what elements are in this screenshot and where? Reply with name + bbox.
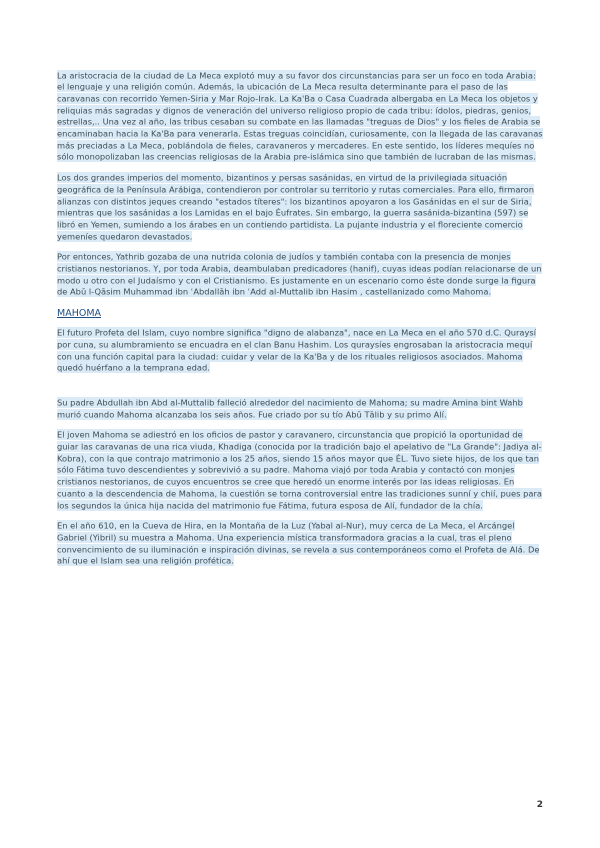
paragraph-futuro-profeta: [57, 328, 545, 375]
paragraph-la-meca: [57, 70, 545, 164]
paragraph-joven-mahoma: [57, 430, 545, 512]
paragraph-text: Por entonces, Yathrib gozaba de una nutrida colonia de judíos y también contaba con la presencia de monjes cristianos nestorianos. Y, por toda Arabia, deambulaban predicadores (hanif), cuyas ideas podían relacionarse de un modo u otro con el Judaísmo y con el Cristianismo. Es justamente en un escenario como éste donde surge la figura de Abū l-Qāsim Muhammad ibn ʿAbdallāh ibn ʿAdd al-Muttalib ibn Hasim , castellanizado como Mahoma.: [57, 251, 542, 297]
paragraph-padre: [57, 397, 545, 420]
paragraph-text: Los dos grandes imperios del momento, bizantinos y persas sasánidas, en virtud de la privilegiada situación geográfica de la Península Arábiga, contendieron por controlar su territorio y rutas comerciales. Para ello, firmaron alianzas con distintos jeques creando "estados títeres": los bizantinos apoyaron a los Gasánidas en el sur de Siria, mientras que los sasánidas a los Lamidas en el bajo Éufrates. Sin embargo, la guerra sasánida-bizantina (597) se libró en Yemen, sumiendo a los árabes en un contiendo partidista. La pujante industria y el floreciente comercio yemeníes quedaron devastados.: [57, 172, 535, 242]
paragraph-text: Su padre Abdullah ibn Abd al-Muttalib falleció alrededor del nacimiento de Mahoma; su madre Amina bint Wahb murió cuando Mahoma alcanzaba los seis años. Fue criado por su tío Abū Tālib y su primo Alí.: [57, 397, 523, 420]
paragraph-cueva-hira: [57, 521, 545, 568]
page-number: 2: [536, 800, 543, 810]
paragraph-imperios: [57, 173, 545, 243]
paragraph-yathrib: [57, 252, 545, 299]
paragraph-text: El futuro Profeta del Islam, cuyo nombre significa "digno de alabanza", nace en La Meca en el año 570 d.C. Quraysí por cuna, su alumbramiento se encuadra en el clan Banu Hashim. Los quraysíes engrosaban la aristocracia mequí con una función capital para la ciudad: cuidar y velar de la Ka'Ba y de los rituales religiosos asociados. Mahoma quedó huérfano a la temprana edad.: [57, 327, 537, 373]
paragraph-text: El joven Mahoma se adiestró en los oficios de pastor y caravanero, circunstancia que propició la oportunidad de guiar las caravanas de una rica viuda, Khadiga (conocida por la tradición bajo el apelativo de "La Grande": Jadiya al-Kobra), con la que contrajo matrimonio a los 25 años, siendo 15 años mayor que ÉL. Tuvo siete hijos, de los que tan sólo Fátima tuvo descendientes y sobrevivió a su padre. Mahoma viajó por toda Arabia y contactó con monjes cristianos nestorianos, de cuyos encuentros se cree que heredó un enorme interés por las ideas religiosas. En cuanto a la descendencia de Mahoma, la cuestión se torna controversial entre las tradiciones sunní y chií, pues para los segundos la única hija nacida del matrimonio fue Fátima, futura esposa de Alí, fundador de la chía.: [57, 429, 542, 511]
blank-space: [57, 383, 545, 397]
paragraph-text: En el año 610, en la Cueva de Hira, en la Montaña de la Luz (Yabal al-Nur), muy cerca de La Meca, el Arcángel Gabriel (Yibril) su muestra a Mahoma. Una experiencia mística transformadora gracias a la cual, tras el pleno convencimiento de su iluminación e inspiración divinas, se revela a sus contemporáneos como el Profeta de Alá. De ahí que el Islam sea una religión profética.: [57, 520, 540, 566]
paragraph-text: La aristocracia de la ciudad de La Meca explotó muy a su favor dos circunstancias para ser un foco en toda Arabia: el lenguaje y una religión común. Además, la ubicación de La Meca resulta determinante para el paso de las caravanas con recorrido Yemen-Siria y Mar Rojo-Irak. La Ka'Ba o Casa Cuadrada albergaba en La Meca los objetos y reliquias más sagradas y dignos de veneración del universo religioso propio de cada tribu: ídolos, piedras, genios, estrellas,.. Una vez al año, las tribus cesaban su combate en las llamadas "treguas de Dios" y los fieles de Arabia se encaminaban hacia la Ka'Ba para venerarla. Estas treguas coincidían, curiosamente, con la llegada de las caravanas más preciadas a La Meca, poblándola de fieles, caravaneros y mercaderes. En este sentido, los líderes mequíes no sólo monopolizaban las creencias religiosas de la Arabia pre-islámica sino que también de lucraban de las mismas.: [57, 70, 543, 162]
section-heading: MAHOMA: [57, 307, 102, 319]
